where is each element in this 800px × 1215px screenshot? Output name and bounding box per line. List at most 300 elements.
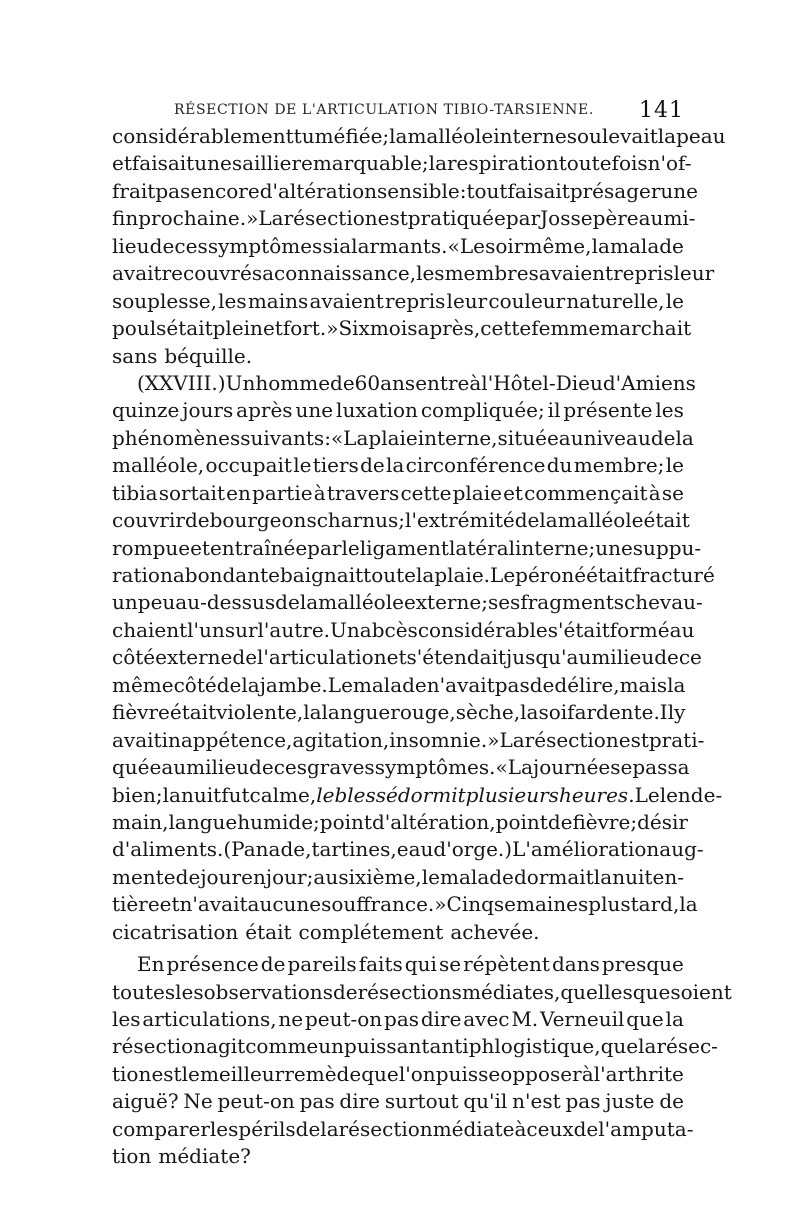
word: de bbox=[232, 645, 258, 670]
word: une bbox=[194, 151, 232, 176]
word: sortait bbox=[158, 480, 225, 505]
text-line bbox=[112, 617, 695, 644]
word: tion bbox=[112, 1144, 152, 1169]
word: lende- bbox=[659, 782, 723, 807]
word: était bbox=[166, 316, 213, 341]
word: présente bbox=[563, 398, 653, 423]
word: bourgeons bbox=[209, 508, 317, 533]
word: l'arthrite bbox=[593, 1061, 684, 1086]
text-line bbox=[112, 343, 684, 370]
word: répètent bbox=[463, 952, 550, 977]
word: la bbox=[428, 151, 447, 176]
word: de bbox=[573, 1116, 599, 1141]
word: graves bbox=[307, 755, 375, 780]
word: symptômes bbox=[207, 233, 323, 258]
word: L'amélioration bbox=[512, 837, 660, 862]
word: avec bbox=[463, 1007, 510, 1031]
word: les bbox=[175, 979, 204, 1004]
word: comme bbox=[245, 1034, 319, 1059]
text-line bbox=[112, 836, 704, 863]
word: à bbox=[313, 480, 326, 505]
word: la bbox=[667, 672, 686, 697]
word: chaient bbox=[112, 617, 188, 642]
word: baignait bbox=[279, 563, 364, 587]
word: de bbox=[332, 979, 358, 1004]
word: était bbox=[586, 563, 633, 587]
word: fragments bbox=[520, 590, 624, 615]
word: nuit bbox=[612, 864, 653, 889]
word: La bbox=[507, 755, 533, 780]
word: l'amputa- bbox=[598, 1116, 694, 1141]
word: femme bbox=[531, 316, 601, 341]
word: ans bbox=[380, 370, 416, 395]
word: humide; bbox=[237, 809, 320, 834]
word: quée bbox=[112, 755, 162, 780]
word: Un bbox=[225, 370, 256, 395]
word: symptômes. bbox=[374, 755, 496, 780]
word: couleur bbox=[488, 288, 566, 313]
word: à bbox=[469, 370, 482, 395]
word: Verneuil bbox=[539, 1007, 625, 1031]
word: saillie bbox=[231, 151, 292, 176]
word: fin bbox=[112, 206, 139, 231]
word: l'articulation bbox=[257, 645, 387, 670]
word: se bbox=[610, 755, 633, 780]
word: calme, bbox=[249, 782, 317, 807]
word: connaissance, bbox=[274, 261, 417, 286]
word: la bbox=[241, 672, 260, 697]
word: il bbox=[547, 398, 561, 423]
text-line bbox=[112, 782, 723, 809]
word: comparer bbox=[112, 1116, 210, 1141]
word: au bbox=[558, 425, 584, 450]
word: de bbox=[330, 370, 355, 395]
word: puisse bbox=[435, 1061, 501, 1086]
word: péroné bbox=[515, 563, 587, 587]
word: leur bbox=[446, 288, 488, 313]
word: antiphlogistique, bbox=[429, 1034, 601, 1059]
word: peu bbox=[137, 590, 176, 615]
word: au-dessus bbox=[175, 590, 276, 615]
word: était bbox=[169, 700, 217, 725]
word: travers bbox=[326, 480, 400, 505]
word: l'on bbox=[398, 1061, 436, 1086]
word: externe; bbox=[403, 590, 488, 615]
word: commençait bbox=[524, 480, 648, 505]
word: ceux bbox=[526, 1116, 574, 1141]
word: résections bbox=[357, 979, 462, 1004]
word: la bbox=[679, 892, 698, 917]
word: à bbox=[581, 1061, 594, 1086]
word: les bbox=[218, 288, 247, 313]
text-line bbox=[112, 589, 703, 616]
word: encore bbox=[190, 178, 260, 203]
word: main, bbox=[112, 809, 169, 834]
word: le bbox=[341, 535, 360, 560]
word: M. bbox=[511, 1007, 539, 1031]
text-line bbox=[112, 425, 694, 452]
word: le bbox=[421, 864, 440, 889]
word: interne, bbox=[417, 425, 498, 450]
word: langue bbox=[321, 700, 391, 725]
word: passa bbox=[632, 755, 690, 780]
word: entre bbox=[415, 370, 470, 395]
word: la bbox=[638, 1034, 657, 1059]
word: avait bbox=[112, 727, 162, 752]
word: (XXVIII.) bbox=[137, 370, 226, 395]
word: Six bbox=[338, 316, 370, 341]
text-line bbox=[112, 535, 702, 562]
text-line bbox=[112, 123, 726, 150]
word: point bbox=[319, 809, 372, 834]
word: mais bbox=[619, 672, 668, 697]
text-line bbox=[112, 1033, 718, 1060]
word: le bbox=[293, 453, 312, 478]
word: d'altération bbox=[259, 178, 378, 203]
word: tuméfiée; bbox=[293, 124, 390, 148]
word: et bbox=[190, 535, 210, 560]
word: présence bbox=[166, 952, 259, 977]
word: et bbox=[159, 892, 180, 917]
word: abondante bbox=[172, 563, 280, 587]
italic-word: heures. bbox=[558, 782, 635, 807]
word: béquille. bbox=[164, 343, 253, 368]
word: entraînée bbox=[209, 535, 308, 560]
word: la bbox=[665, 1007, 684, 1031]
word: quelles bbox=[560, 979, 633, 1004]
word: couvrir bbox=[112, 508, 185, 533]
word: repris bbox=[613, 261, 674, 286]
word: la bbox=[303, 700, 322, 725]
word: avaient bbox=[309, 288, 384, 313]
word: au bbox=[161, 755, 187, 780]
word: résection bbox=[338, 1116, 433, 1141]
word: l'autre. bbox=[257, 617, 331, 642]
word: juste bbox=[605, 1089, 655, 1114]
text-line bbox=[112, 1061, 684, 1088]
word: l'un bbox=[187, 617, 225, 642]
word: chevau- bbox=[624, 590, 703, 615]
word: quinze bbox=[112, 398, 180, 423]
word: milieu bbox=[591, 645, 655, 670]
word: journée bbox=[533, 755, 611, 780]
word: 60 bbox=[354, 370, 381, 395]
word: la bbox=[675, 425, 694, 450]
word: se bbox=[438, 952, 462, 977]
text-line bbox=[112, 315, 692, 342]
word: côté bbox=[112, 645, 156, 670]
text-line bbox=[112, 370, 696, 397]
text-line bbox=[112, 864, 684, 891]
word: ligament bbox=[359, 535, 449, 560]
text-line bbox=[112, 1143, 684, 1170]
word: eau bbox=[396, 837, 434, 862]
word: agit bbox=[206, 1034, 246, 1059]
word: que bbox=[600, 1034, 639, 1059]
word: malade bbox=[440, 864, 514, 889]
word: de bbox=[650, 425, 676, 450]
italic-word: dormit bbox=[397, 782, 466, 807]
word: complétement bbox=[298, 919, 444, 944]
word: toutefois bbox=[558, 151, 648, 176]
word: de bbox=[547, 809, 573, 834]
word: pas bbox=[565, 1089, 601, 1114]
word: dans bbox=[551, 952, 600, 977]
text-line bbox=[112, 233, 684, 260]
word: résection bbox=[524, 727, 619, 752]
word: jour bbox=[200, 864, 242, 889]
word: phénomènes bbox=[112, 425, 241, 450]
word: fièvre bbox=[112, 700, 170, 725]
word: luxation bbox=[336, 398, 418, 423]
word: faisait bbox=[507, 178, 570, 203]
word: toute bbox=[363, 563, 416, 587]
word: opposer bbox=[500, 1061, 582, 1086]
word: respiration bbox=[447, 151, 559, 176]
word: semaines bbox=[493, 892, 589, 917]
text-line bbox=[112, 699, 684, 726]
word: le bbox=[665, 453, 684, 478]
word: la bbox=[416, 563, 435, 587]
word: l'Hôtel-Dieu bbox=[481, 370, 603, 395]
word: suppu- bbox=[632, 535, 702, 560]
word: peut-on bbox=[304, 1007, 383, 1031]
text-line bbox=[112, 480, 684, 507]
word: En bbox=[137, 952, 165, 977]
word: point bbox=[495, 809, 548, 834]
word: que bbox=[361, 1061, 399, 1086]
word: un bbox=[112, 590, 138, 615]
word: délire, bbox=[554, 672, 620, 697]
word: mente bbox=[112, 864, 176, 889]
word: la bbox=[591, 233, 610, 258]
italic-word: le bbox=[316, 782, 335, 807]
word: si bbox=[322, 233, 340, 258]
word: une bbox=[595, 535, 633, 560]
word: La bbox=[258, 206, 284, 231]
word: : bbox=[459, 178, 467, 203]
word: presque bbox=[601, 952, 684, 977]
word: prochaine.» bbox=[138, 206, 259, 231]
word: milieu bbox=[186, 755, 250, 780]
word: bien; bbox=[112, 782, 163, 807]
word: ce bbox=[678, 645, 702, 670]
word: et bbox=[262, 316, 283, 341]
running-head bbox=[112, 98, 684, 124]
word: située bbox=[497, 425, 559, 450]
word: plaie. bbox=[434, 563, 491, 587]
word: est bbox=[151, 1061, 182, 1086]
word: médiate? bbox=[158, 1144, 251, 1169]
word: achevée. bbox=[450, 919, 540, 944]
word: circonférence bbox=[405, 453, 546, 478]
word: toutes bbox=[112, 979, 176, 1004]
word: au bbox=[638, 206, 664, 231]
word: une bbox=[295, 398, 334, 423]
text-line bbox=[112, 727, 705, 754]
word: soir bbox=[485, 233, 524, 258]
word: désir bbox=[637, 809, 688, 834]
word: de bbox=[216, 672, 242, 697]
text-line bbox=[112, 1006, 684, 1033]
word: était bbox=[643, 508, 690, 533]
word: aiguë? bbox=[112, 1089, 179, 1114]
word: pas bbox=[494, 672, 530, 697]
word: les bbox=[209, 1116, 239, 1141]
word: mi- bbox=[663, 206, 696, 231]
word: sans bbox=[112, 343, 158, 368]
word: en bbox=[226, 480, 251, 505]
word: ardente. bbox=[574, 700, 660, 725]
word: jusqu'au bbox=[506, 645, 592, 670]
word: cicatrisation bbox=[112, 919, 239, 944]
word: agitation, bbox=[292, 727, 390, 752]
text-line bbox=[112, 452, 684, 479]
word: qu'il bbox=[463, 1089, 508, 1114]
word: (Panade, bbox=[223, 837, 312, 862]
text-line bbox=[112, 672, 684, 699]
word: dire bbox=[420, 1007, 462, 1031]
text-line bbox=[112, 809, 688, 836]
word: formé bbox=[609, 617, 670, 642]
word: Cinq bbox=[446, 892, 494, 917]
word: après bbox=[236, 398, 293, 423]
word: et bbox=[112, 151, 132, 176]
word: tibia bbox=[112, 480, 158, 505]
word: est bbox=[377, 206, 408, 231]
word: pareils bbox=[287, 952, 357, 977]
word: pratiquée bbox=[407, 206, 506, 231]
word: d'orge.) bbox=[433, 837, 513, 862]
word: d'Amiens bbox=[602, 370, 696, 395]
text-line bbox=[112, 644, 702, 671]
word: ne bbox=[278, 1007, 304, 1031]
word: après, bbox=[417, 316, 481, 341]
word: souplesse, bbox=[112, 288, 217, 313]
word: fut bbox=[221, 782, 250, 807]
word: ces bbox=[174, 233, 208, 258]
word: tartines, bbox=[311, 837, 397, 862]
word: d'aliments. bbox=[112, 837, 224, 862]
word: les bbox=[416, 261, 445, 286]
word: mois bbox=[369, 316, 418, 341]
word: la bbox=[299, 590, 319, 615]
word: puissant bbox=[344, 1034, 430, 1059]
italic-word: plusieurs bbox=[465, 782, 559, 807]
word: côté bbox=[173, 672, 217, 697]
word: considérablement bbox=[112, 124, 294, 148]
word: remarquable; bbox=[291, 151, 429, 176]
word: Le bbox=[634, 782, 660, 807]
word: tard, bbox=[630, 892, 680, 917]
word: les bbox=[655, 398, 684, 423]
word: soient bbox=[670, 979, 732, 1004]
word: d'altération, bbox=[371, 809, 496, 834]
word: n'avait bbox=[179, 892, 248, 917]
word: insomnie.» bbox=[389, 727, 500, 752]
word: Ne bbox=[183, 1089, 213, 1114]
text-line bbox=[112, 288, 684, 315]
word: est bbox=[618, 727, 649, 752]
word: lieu bbox=[112, 233, 150, 258]
word: naturelle, bbox=[566, 288, 665, 313]
word: les bbox=[112, 1007, 141, 1031]
text-line bbox=[112, 205, 696, 232]
word: cette bbox=[400, 480, 452, 505]
text-line bbox=[112, 951, 684, 978]
word: peau bbox=[676, 124, 726, 148]
word: de bbox=[184, 508, 210, 533]
word: leur bbox=[673, 261, 715, 286]
word: la bbox=[389, 124, 408, 148]
word: langue bbox=[168, 809, 238, 834]
word: soulevait bbox=[566, 124, 658, 148]
word: malléole, bbox=[112, 453, 205, 478]
word: malade bbox=[610, 233, 684, 258]
word: plaie bbox=[452, 480, 502, 505]
word: au bbox=[313, 864, 339, 889]
word: nuit bbox=[180, 782, 222, 807]
word: tiers bbox=[312, 453, 359, 478]
word: dormait bbox=[513, 864, 594, 889]
word: Josse bbox=[540, 206, 593, 231]
italic-word: blessé bbox=[334, 782, 398, 807]
word: inappétence, bbox=[161, 727, 293, 752]
text-line bbox=[112, 397, 684, 424]
page-number: 141 bbox=[639, 98, 684, 123]
word: plein bbox=[212, 316, 263, 341]
word: pouls bbox=[112, 316, 167, 341]
word: une bbox=[660, 178, 699, 203]
word: un bbox=[318, 1034, 345, 1059]
text-line bbox=[112, 1088, 684, 1115]
word: que bbox=[632, 979, 671, 1004]
word: jambe. bbox=[259, 672, 328, 697]
word: : bbox=[324, 425, 331, 450]
word: jours bbox=[182, 398, 234, 423]
word: interne; bbox=[515, 535, 596, 560]
word: rompue bbox=[112, 535, 191, 560]
word: suivants bbox=[240, 425, 325, 450]
word: partie bbox=[252, 480, 313, 505]
word: malléole bbox=[407, 124, 494, 148]
body-text bbox=[112, 123, 732, 1171]
word: du bbox=[546, 453, 573, 478]
word: Le bbox=[327, 672, 353, 697]
word: «Le bbox=[447, 233, 485, 258]
word: ses bbox=[487, 590, 521, 615]
word: pas bbox=[299, 1089, 335, 1114]
word: avait bbox=[112, 261, 162, 286]
word: père bbox=[592, 206, 639, 231]
word: en bbox=[241, 864, 266, 889]
word: et bbox=[386, 645, 407, 670]
word: rouge, bbox=[390, 700, 456, 725]
word: de bbox=[659, 1089, 684, 1114]
word: de bbox=[360, 453, 385, 478]
word: sensible bbox=[377, 178, 460, 203]
word: sèche, bbox=[455, 700, 521, 725]
word: la bbox=[386, 453, 405, 478]
word: faisait bbox=[131, 151, 195, 176]
word: tout bbox=[466, 178, 508, 203]
word: prati- bbox=[648, 727, 705, 752]
text-line bbox=[112, 507, 690, 534]
word: de bbox=[260, 952, 286, 977]
word: que bbox=[626, 1007, 664, 1031]
word: Le bbox=[490, 563, 516, 587]
word: homme bbox=[255, 370, 331, 395]
